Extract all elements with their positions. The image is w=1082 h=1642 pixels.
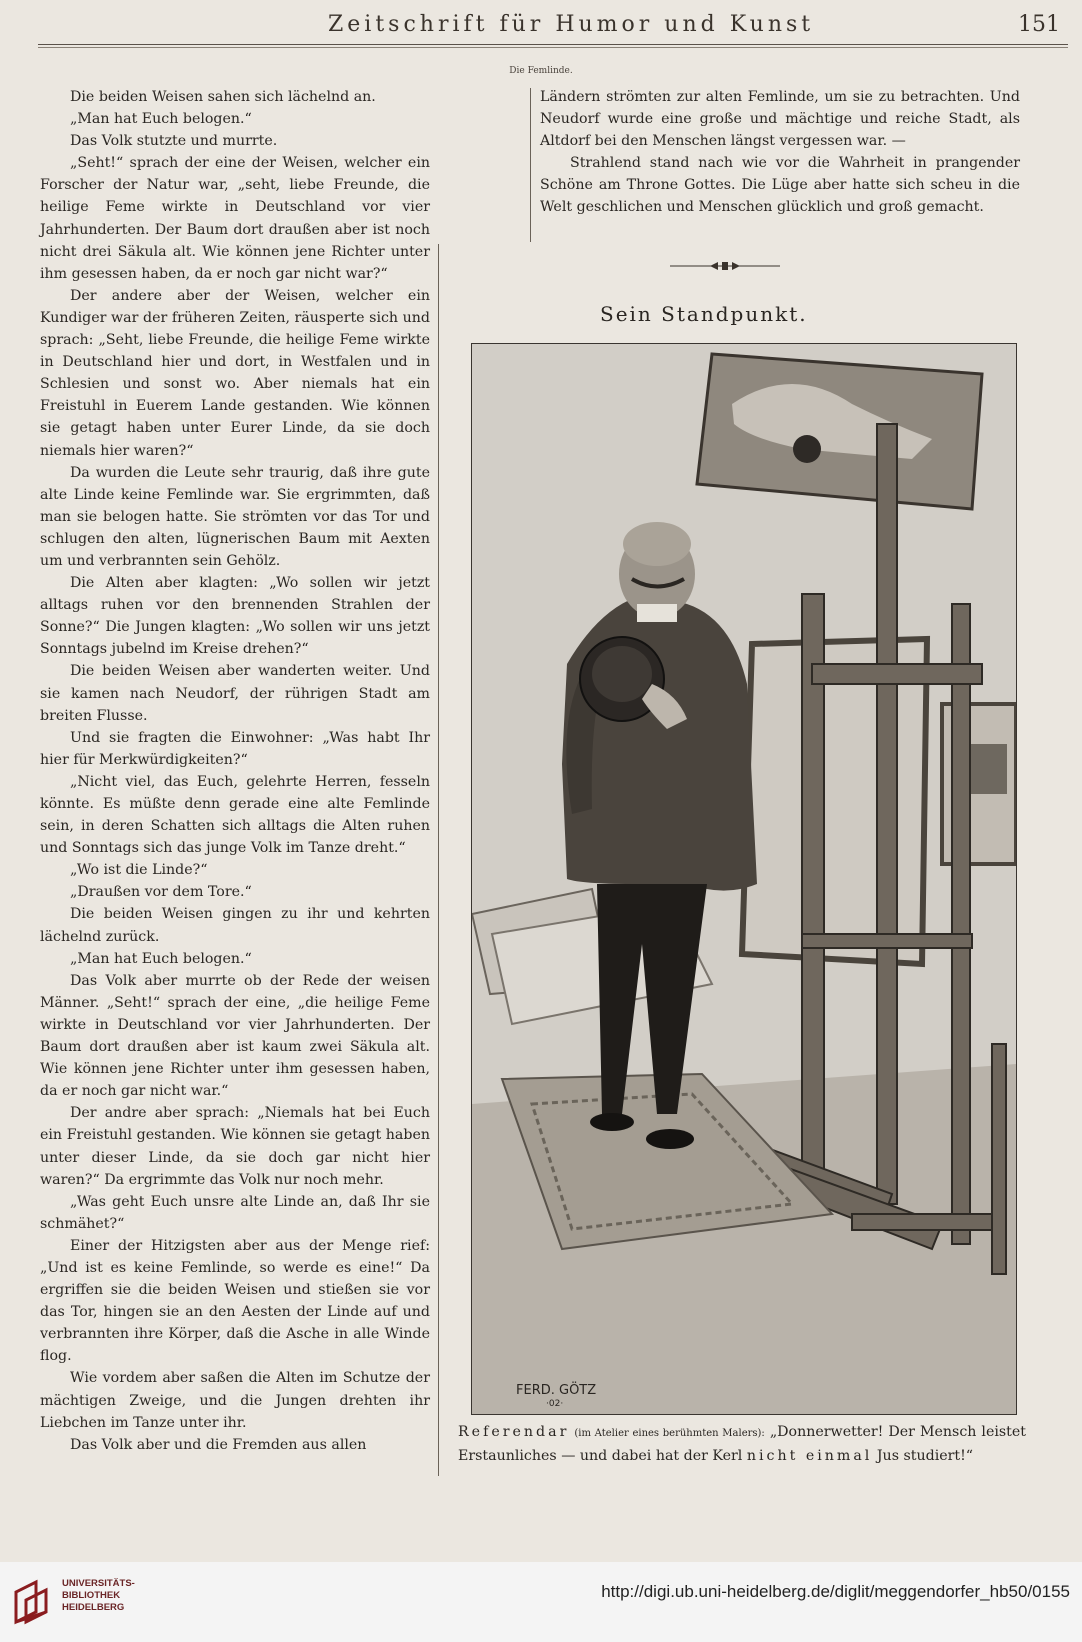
- header-rule-thin: [38, 47, 1068, 48]
- story-paragraph: „Wo ist die Linde?“: [70, 862, 208, 879]
- page-number: 151: [1018, 12, 1060, 37]
- wall-painting: [697, 354, 982, 509]
- story-paragraph: Das Volk aber und die Fremden aus allen: [70, 1436, 367, 1453]
- story-paragraph: „Was geht Euch unsre alte Linde an, daß Ihr sie schmähet?“: [40, 1193, 430, 1232]
- library-name-line3: HEIDELBERG: [62, 1602, 125, 1613]
- story-paragraph: „Nicht viel, das Euch, gelehrte Herren, fesseln könnte. Es müßte denn gerade eine alte Femlinde sein, in deren Schatten sich alltags die Alten ruhen und Sonntags sich das junge Volk im Tanze dreht.“: [40, 773, 430, 857]
- cartoon-illustration: [471, 343, 1017, 1415]
- cartoon-title: Sein Standpunkt.: [600, 302, 808, 326]
- artist-signature-year: ·02·: [546, 1399, 564, 1409]
- story-paragraph: Die Alten aber klagten: „Wo sollen wir jetzt alltags ruhen vor den brennenden Strahlen der Sonne?“ Die Jungen klagten: „Wo sollen wir uns jetzt Sonntags jubelnd im Kreise drehen?“: [40, 575, 430, 658]
- section-running-title: Die Femlinde.: [509, 66, 573, 76]
- caption-speaker: Referendar: [458, 1424, 570, 1440]
- story-paragraph: Strahlend stand nach wie vor die Wahrheit in prangender Schöne am Throne Gottes. Die Lüge aber hatte sich scheu in die Welt geschlichen und Menschen glücklich und groß gemacht.: [540, 155, 1020, 216]
- library-name: [62, 1578, 135, 1614]
- story-paragraph: Wie vordem aber saßen die Alten im Schutze der mächtigen Zweige, und die Jungen drehten ihr Liebchen im Tanze unter ihr.: [40, 1370, 430, 1431]
- story-paragraph: Und sie fragten die Einwohner: „Was habt Ihr hier für Merkwürdigkeiten?“: [40, 729, 430, 768]
- story-paragraph: Der andre aber sprach: „Niemals hat bei Euch ein Freistuhl gestanden. Wie können sie getagt haben unter dieser Linde, da sie doch gar nicht hier waren?“ Da ergrimmte das Volk nur noch mehr.: [40, 1105, 430, 1188]
- story-left-column: [40, 86, 430, 1456]
- story-paragraph: Die beiden Weisen gingen zu ihr und kehrten lächelnd zurück.: [40, 906, 430, 945]
- library-footer: [0, 1562, 1082, 1642]
- story-paragraph: Einer der Hitzigsten aber aus der Menge rief: „Und ist es keine Femlinde, so werde es eine!“ Da ergriffen sie die beiden Weisen und stießen sie vor das Tor, hingen sie an den Aesten der Linde auf und verbrannten ihre Körper, daß die Asche in alle Winde flog.: [40, 1237, 430, 1365]
- caption-emphasis: nicht einmal: [746, 1448, 873, 1464]
- source-url-link[interactable]: http://digi.ub.uni-heidelberg.de/diglit/meggendorfer_hb50/0155: [601, 1582, 1070, 1601]
- story-paragraph: Die beiden Weisen aber wanderten weiter. Und sie kamen nach Neudorf, der rührigen Stadt am breiten Flusse.: [40, 663, 430, 724]
- story-paragraph: „Man hat Euch belogen.“: [70, 111, 252, 128]
- library-name-line2: BIBLIOTHEK: [62, 1590, 121, 1601]
- library-name-line1: UNIVERSITÄTS-: [62, 1578, 135, 1589]
- column-rule-top: [530, 88, 531, 242]
- caption-stage-direction: (im Atelier eines berühmten Malers):: [574, 1428, 765, 1439]
- cartoon-caption: [458, 1421, 1026, 1467]
- artist-signature: FERD. GÖTZ: [516, 1383, 597, 1398]
- story-paragraph: Das Volk stutzte und murrte.: [70, 133, 278, 150]
- ornament-divider: [670, 260, 780, 272]
- story-paragraph: Der andere aber der Weisen, welcher ein Kundiger war der früheren Zeiten, räusperte sich und sprach: „Seht, liebe Freunde, die heilige Feme wirkte in Deutschland hier und dort, in Westfalen und in Schlesien und sonst wo. Aber niemals hat ein Freistuhl in Euerem Lande gestanden. Wie können sie getagt haben unter Eurer Linde, da sie doch niemals hier waren?“: [40, 287, 430, 459]
- story-paragraph: Da wurden die Leute sehr traurig, daß ihre gute alte Linde keine Femlinde war. Sie ergrimmten, daß man sie belogen hatte. Sie strömten vor das Tor und schlugen den alten, lügnerischen Baum mit Aexten um und verbrannten sein Gehölz.: [40, 464, 430, 569]
- story-paragraph: Das Volk aber murrte ob der Rede der weisen Männer. „Seht!“ sprach der eine, „die heilige Feme wirkte in Deutschland vor vier Jahrhunderten. Der Baum dort draußen aber ist kaum zwei Säkula alt. Wie können jene Richter unter ihm gesessen haben, da er noch gar nicht war.“: [40, 972, 430, 1100]
- page-header: [38, 8, 1068, 42]
- story-paragraph: „Draußen vor dem Tore.“: [70, 884, 252, 901]
- column-rule: [438, 244, 439, 1476]
- story-paragraph: Die beiden Weisen sahen sich lächelnd an.: [70, 89, 376, 105]
- header-rule: [38, 44, 1068, 45]
- journal-title: Zeitschrift für Humor und Kunst: [328, 12, 815, 37]
- library-logo-icon: [12, 1578, 58, 1626]
- story-paragraph: „Seht!“ sprach der eine der Weisen, welcher ein Forscher der Natur war, „seht, liebe Freunde, die heilige Feme wirkte in Deutschland vor vier Jahrhunderten. Der Baum dort draußen aber ist noch nicht drei Säkula alt. Wie können jene Richter unter ihm gesessen haben, da er noch gar nicht war?“: [40, 155, 430, 282]
- caption-quote-start: „Donnerwetter! Der Mensch leistet Erstaunliches — und dabei hat der Kerl: [458, 1424, 1026, 1464]
- story-right-column: [540, 86, 1020, 219]
- caption-quote-end: Jus studiert!“: [876, 1448, 974, 1464]
- story-paragraph: „Man hat Euch belogen.“: [70, 950, 252, 967]
- story-paragraph: Ländern strömten zur alten Femlinde, um sie zu betrachten. Und Neudorf wurde eine große und mächtige und reiche Stadt, als Altdorf bei den Menschen längst vergessen war. —: [540, 89, 1020, 150]
